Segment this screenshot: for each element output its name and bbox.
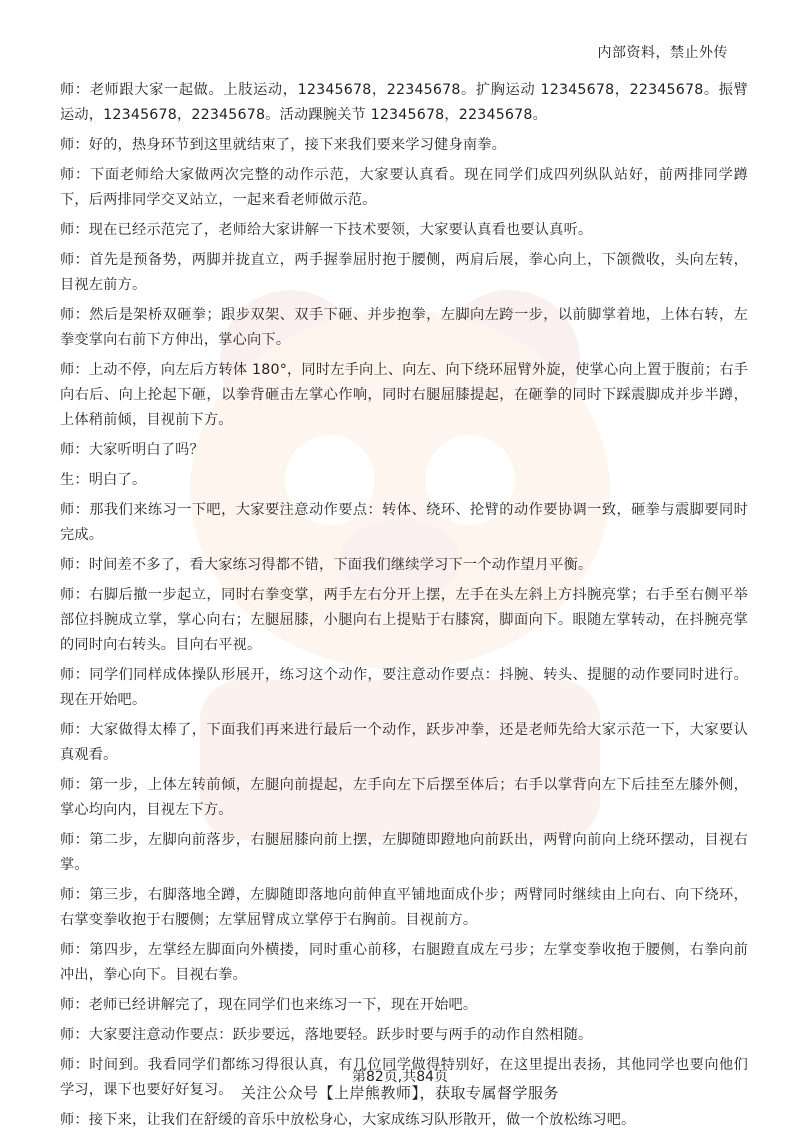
transcript-paragraph: 师：时间差不多了，看大家练习得都不错，下面我们继续学习下一个动作望月平衡。 [60, 557, 593, 573]
transcript-paragraph: 师：第一步，上体左转前倾，左腿向前提起，左手向左下后摆至体后；右手以掌背向左下后挂至左膝外侧，掌心均向内，目视左下方。 [60, 777, 748, 818]
transcript-paragraph: 师：接下来，让我们在舒缓的音乐中放松身心，大家成练习队形散开，做一个放松练习吧。 [60, 1112, 636, 1128]
transcript-paragraph: 师：上动不停，向左后方转体 180°，同时左手向上、向左、向下绕环屈臂外旋，使掌心向上置于腹前；右手向右后、向上抡起下砸，以拳背砸击左掌心作响，同时右腿屈膝提起，在砸拳的同时下踩震脚成并步半蹲，上体稍前倾，目视前下方。 [60, 362, 748, 428]
transcript-paragraph: 师：然后是架桥双砸拳；跟步双架、双手下砸、并步抱拳，左脚向左跨一步，以前脚掌着地，上体右转，左拳变掌向右前下方伸出，掌心向下。 [60, 307, 748, 348]
transcript-paragraph: 师：好的，热身环节到这里就结束了，接下来我们要来学习健身南拳。 [60, 137, 507, 153]
confidential-note: 内部资料，禁止外传 [597, 45, 728, 61]
transcript-paragraph: 师：第二步，左脚向前落步，右腿屈膝向前上摆，左脚随即蹬地向前跃出，两臂向前向上绕环摆动，目视右掌。 [60, 832, 748, 873]
transcript-paragraph: 师：老师跟大家一起做。上肢运动，12345678，22345678。扩胸运动 12345678，22345678。振臂运动，12345678，22345678。活动踝腕关节 12345678，22345678。 [60, 82, 748, 123]
transcript-paragraph: 师：老师已经讲解完了，现在同学们也来练习一下，现在开始吧。 [60, 997, 478, 1013]
transcript-paragraph: 师：大家听明白了吗？ [60, 442, 204, 458]
transcript-paragraph: 师：同学们同样成体操队形展开，练习这个动作，要注意动作要点：抖腕、转头、提腿的动作要同时进行。现在开始吧。 [60, 667, 748, 708]
lesson-transcript [60, 78, 748, 1138]
transcript-paragraph: 师：那我们来练习一下吧，大家要注意动作要点：转体、绕环、抡臂的动作要协调一致，砸拳与震脚要同时完成。 [60, 502, 748, 543]
transcript-paragraph: 师：大家做得太棒了，下面我们再来进行最后一个动作，跃步冲拳，还是老师先给大家示范一下，大家要认真观看。 [60, 722, 748, 763]
transcript-paragraph: 师：首先是预备势，两脚并拢直立，两手握拳屈肘抱于腰侧，两肩后展，拳心向上，下颌微收，头向左转，目视左前方。 [60, 252, 748, 293]
transcript-paragraph: 师：第四步，左掌经左脚面向外横搂，同时重心前移，右腿蹬直成左弓步；左掌变拳收抱于腰侧，右拳向前冲出，拳心向下。目视右拳。 [60, 942, 748, 983]
transcript-paragraph: 师：大家要注意动作要点：跃步要远，落地要轻。跃步时要与两手的动作自然相随。 [60, 1027, 593, 1043]
transcript-paragraph: 师：下面老师给大家做两次完整的动作示范，大家要认真看。现在同学们成四列纵队站好，前两排同学蹲下，后两排同学交叉站立，一起来看老师做示范。 [60, 167, 748, 208]
promo-text: 关注公众号【上岸熊教师】，获取专属督学服务 [240, 1084, 559, 1102]
transcript-paragraph: 师：右脚后撤一步起立，同时右拳变掌，两手左右分开上摆，左手在头左斜上方抖腕亮掌；右手至右侧平举部位抖腕成立掌，掌心向右；左腿屈膝，小腿向右上提贴于右膝窝，脚面向下。眼随左掌转动，在抖腕亮掌的同时向右转头。目向右平视。 [60, 587, 748, 653]
page-indicator: 第82页,共84页 [351, 1069, 449, 1085]
transcript-paragraph: 生：明白了。 [60, 472, 147, 488]
transcript-paragraph: 师：第三步，右脚落地全蹲，左脚随即落地向前伸直平铺地面成仆步；两臂同时继续由上向右、向下绕环，右掌变拳收抱于右腰侧；左掌屈臂成立掌停于右胸前。目视前方。 [60, 887, 748, 928]
transcript-paragraph: 师：现在已经示范完了，老师给大家讲解一下技术要领，大家要认真看也要认真听。 [60, 222, 593, 238]
transcript-paragraph: 师：时间到。我看同学们都练习得很认真，有几位同学做得特别好，在这里提出表扬，其他同学也要向他们学习，课下也要好好复习。 [60, 1057, 748, 1098]
